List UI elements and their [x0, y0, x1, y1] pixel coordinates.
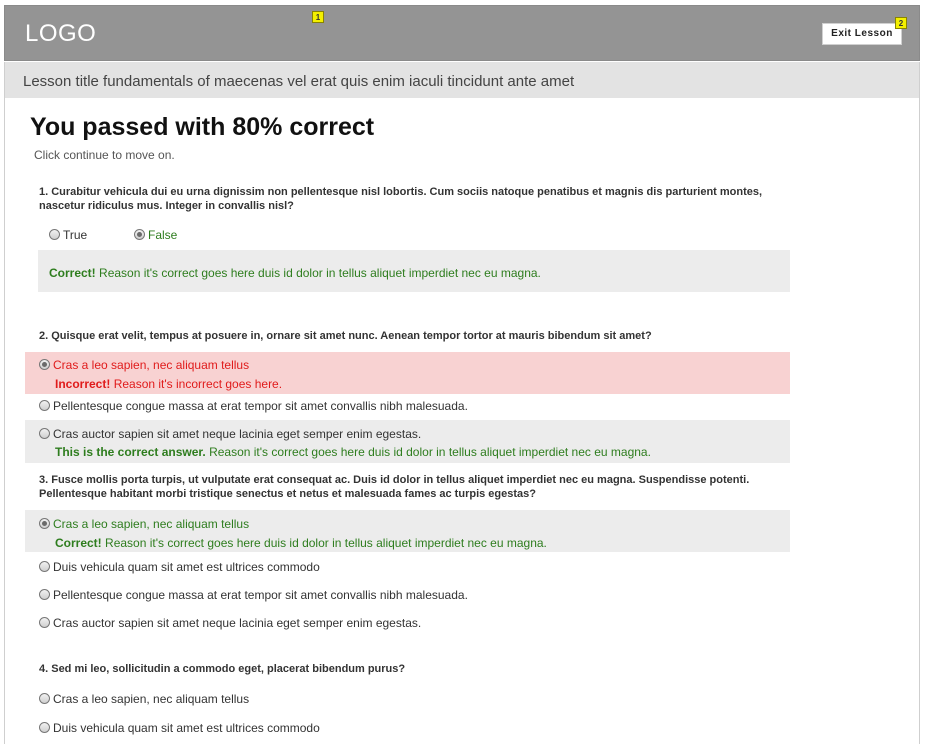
radio-icon	[39, 400, 50, 411]
radio-icon	[49, 229, 60, 240]
q4-option-2[interactable]: Duis vehicula quam sit amet est ultrices commodo	[39, 721, 320, 735]
quiz-results-content	[4, 98, 920, 744]
annotation-badge-1: 1	[312, 11, 324, 23]
q3-option-2[interactable]: Duis vehicula quam sit amet est ultrices commodo	[39, 560, 320, 574]
top-bar	[4, 5, 920, 61]
q2-option-2[interactable]: Pellentesque congue massa at erat tempor sit amet convallis nibh malesuada.	[39, 399, 468, 413]
radio-selected-icon	[134, 229, 145, 240]
q2-incorrect-feedback: Incorrect! Reason it's incorrect goes here.	[55, 377, 283, 391]
result-subtext: Click continue to move on.	[34, 148, 175, 162]
q1-option-true[interactable]: True	[49, 228, 87, 242]
radio-icon	[39, 561, 50, 572]
question-2-text: 2. Quisque erat velit, tempus at posuere in, ornare sit amet nunc. Aenean tempor tortor at mauris bibendum sit amet?	[39, 330, 652, 342]
question-3-text: 3. Fusce mollis porta turpis, ut vulputate erat consequat ac. Duis id dolor in tellus aliquet imperdiet nec eu magna. Suspendisse potenti. Pellentesque habitant morbi tristique senectus et netus et malesuada fames ac turpis egestas?	[39, 474, 750, 500]
radio-icon	[39, 722, 50, 733]
result-heading: You passed with 80% correct	[30, 113, 375, 141]
q1-option-false[interactable]: False	[134, 228, 177, 242]
radio-icon	[39, 617, 50, 628]
q2-correct-feedback: This is the correct answer. Reason it's correct goes here duis id dolor in tellus aliquet imperdiet nec eu magna.	[55, 445, 651, 459]
annotation-badge-2: 2	[895, 17, 907, 29]
q2-option-3[interactable]: Cras auctor sapien sit amet neque lacinia eget semper enim egestas.	[39, 427, 421, 441]
q3-option-1[interactable]: Cras a leo sapien, nec aliquam tellus	[39, 517, 249, 531]
q1-feedback: Correct! Reason it's correct goes here duis id dolor in tellus aliquet imperdiet nec eu magna.	[49, 266, 541, 280]
logo: LOGO	[25, 20, 97, 47]
radio-icon	[39, 589, 50, 600]
q4-option-1[interactable]: Cras a leo sapien, nec aliquam tellus	[39, 692, 249, 706]
radio-selected-icon	[39, 359, 50, 370]
radio-selected-icon	[39, 518, 50, 529]
radio-icon	[39, 693, 50, 704]
question-4-text: 4. Sed mi leo, sollicitudin a commodo eget, placerat bibendum purus?	[39, 663, 406, 675]
q3-feedback: Correct! Reason it's correct goes here duis id dolor in tellus aliquet imperdiet nec eu magna.	[55, 536, 547, 550]
question-1-text: 1. Curabitur vehicula dui eu urna dignissim non pellentesque nisl lobortis. Cum sociis natoque penatibus et magnis dis parturient montes, nascetur ridiculus mus. Integer in convallis nisl?	[39, 186, 763, 212]
q3-option-4[interactable]: Cras auctor sapien sit amet neque lacinia eget semper enim egestas.	[39, 616, 421, 630]
q3-option-3[interactable]: Pellentesque congue massa at erat tempor sit amet convallis nibh malesuada.	[39, 588, 468, 602]
lesson-title: Lesson title fundamentals of maecenas vel erat quis enim iaculi tincidunt ante amet	[23, 73, 575, 90]
q2-option-1[interactable]: Cras a leo sapien, nec aliquam tellus	[39, 358, 249, 372]
exit-lesson-button[interactable]: Exit Lesson	[822, 23, 902, 45]
radio-icon	[39, 428, 50, 439]
lesson-title-bar	[4, 62, 920, 98]
